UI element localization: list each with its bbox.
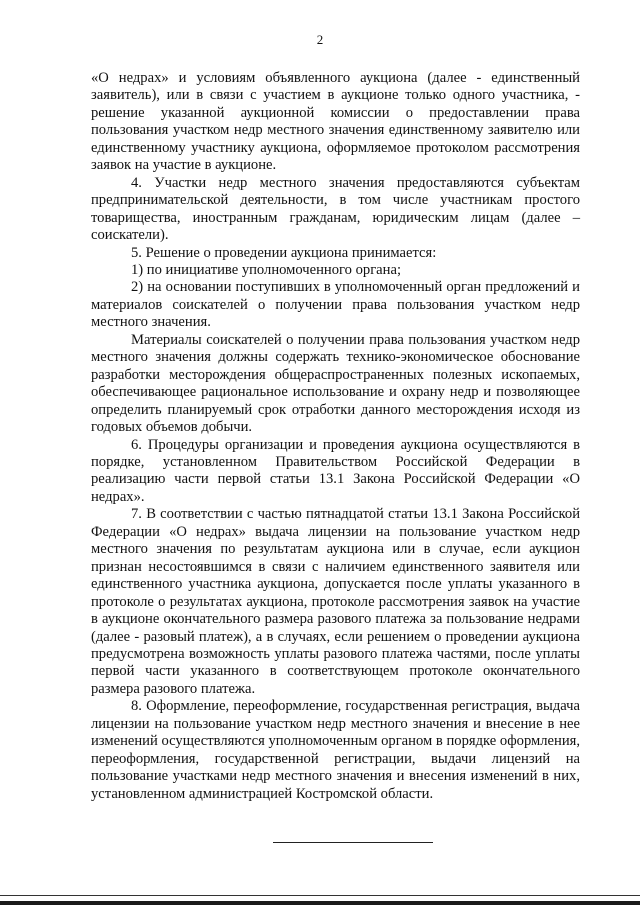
paragraph-item-8: 8. Оформление, переоформление, государственная регистрация, выдача лицензии на пользование участком недр местного значения и внесение в нее изменений осуществляются уполномоченным органом в порядке оформления, переоформления, государственной регистрации, выдачи лицензий на пользование участками недр местного значения и внесения изменений в них, установленном администрацией Костромской области. (91, 698, 580, 802)
scan-edge (0, 901, 640, 905)
paragraph-subitem-2: 2) на основании поступивших в уполномоченный орган предложений и материалов соискателей о получении права пользования участком недр местного значения. (91, 279, 580, 331)
scan-edge-line (0, 895, 640, 896)
paragraph-continuation: «О недрах» и условиям объявленного аукциона (далее - единственный заявитель), или в связи с участием в аукционе только одного участника, - решение указанной аукционной комиссии о предоставлении права пользования участком недр местного значения единственному заявителю или единственному участнику аукциона, оформляемое протоколом рассмотрения заявок на участие в аукционе. (91, 70, 580, 174)
paragraph-item-6: 6. Процедуры организации и проведения аукциона осуществляются в порядке, установленном Правительством Российской Федерации в реализацию части первой статьи 13.1 Закона Российской Федерации «О недрах». (91, 436, 580, 505)
paragraph-item-5: 5. Решение о проведении аукциона принимается: (131, 244, 437, 261)
page-number: 2 (316, 32, 324, 47)
closing-rule (273, 842, 433, 843)
paragraph-applicant-materials: Материалы соискателей о получении права пользования участком недр местного значения должны содержать технико-экономическое обоснование разработки месторождения общераспространенных полезных ископаемых, обеспечивающее рациональное использование и охрану недр и позволяющее определить планируемый срок отработки данного месторождения исходя из годовых объемов добычи. (91, 331, 580, 436)
document-body (91, 70, 580, 803)
paragraph-item-7: 7. В соответствии с частью пятнадцатой статьи 13.1 Закона Российской Федерации «О недрах» выдача лицензии на пользование участком недр местного значения по результатам аукциона или в случае, если аукцион признан несостоявшимся в связи с наличием единственного заявителя или единственного участника аукциона, допускается после уплаты указанного в протоколе о результатах аукциона, протоколе рассмотрения заявок на участие в аукционе окончательного размера разового платежа за пользование недрами (далее - разовый платеж), а в случаях, если решением о проведении аукциона предусмотрена возможность уплаты разового платежа частями, после уплаты первой части указанного в соответствующем протоколе окончательного размера разового платежа. (91, 506, 580, 697)
paragraph-item-4: 4. Участки недр местного значения предоставляются субъектам предпринимательской деятельности, в том числе участникам простого товарищества, иностранным гражданам, юридическим лицам (далее – соискатели). (91, 174, 580, 244)
paragraph-subitem-1: 1) по инициативе уполномоченного органа; (131, 261, 402, 278)
